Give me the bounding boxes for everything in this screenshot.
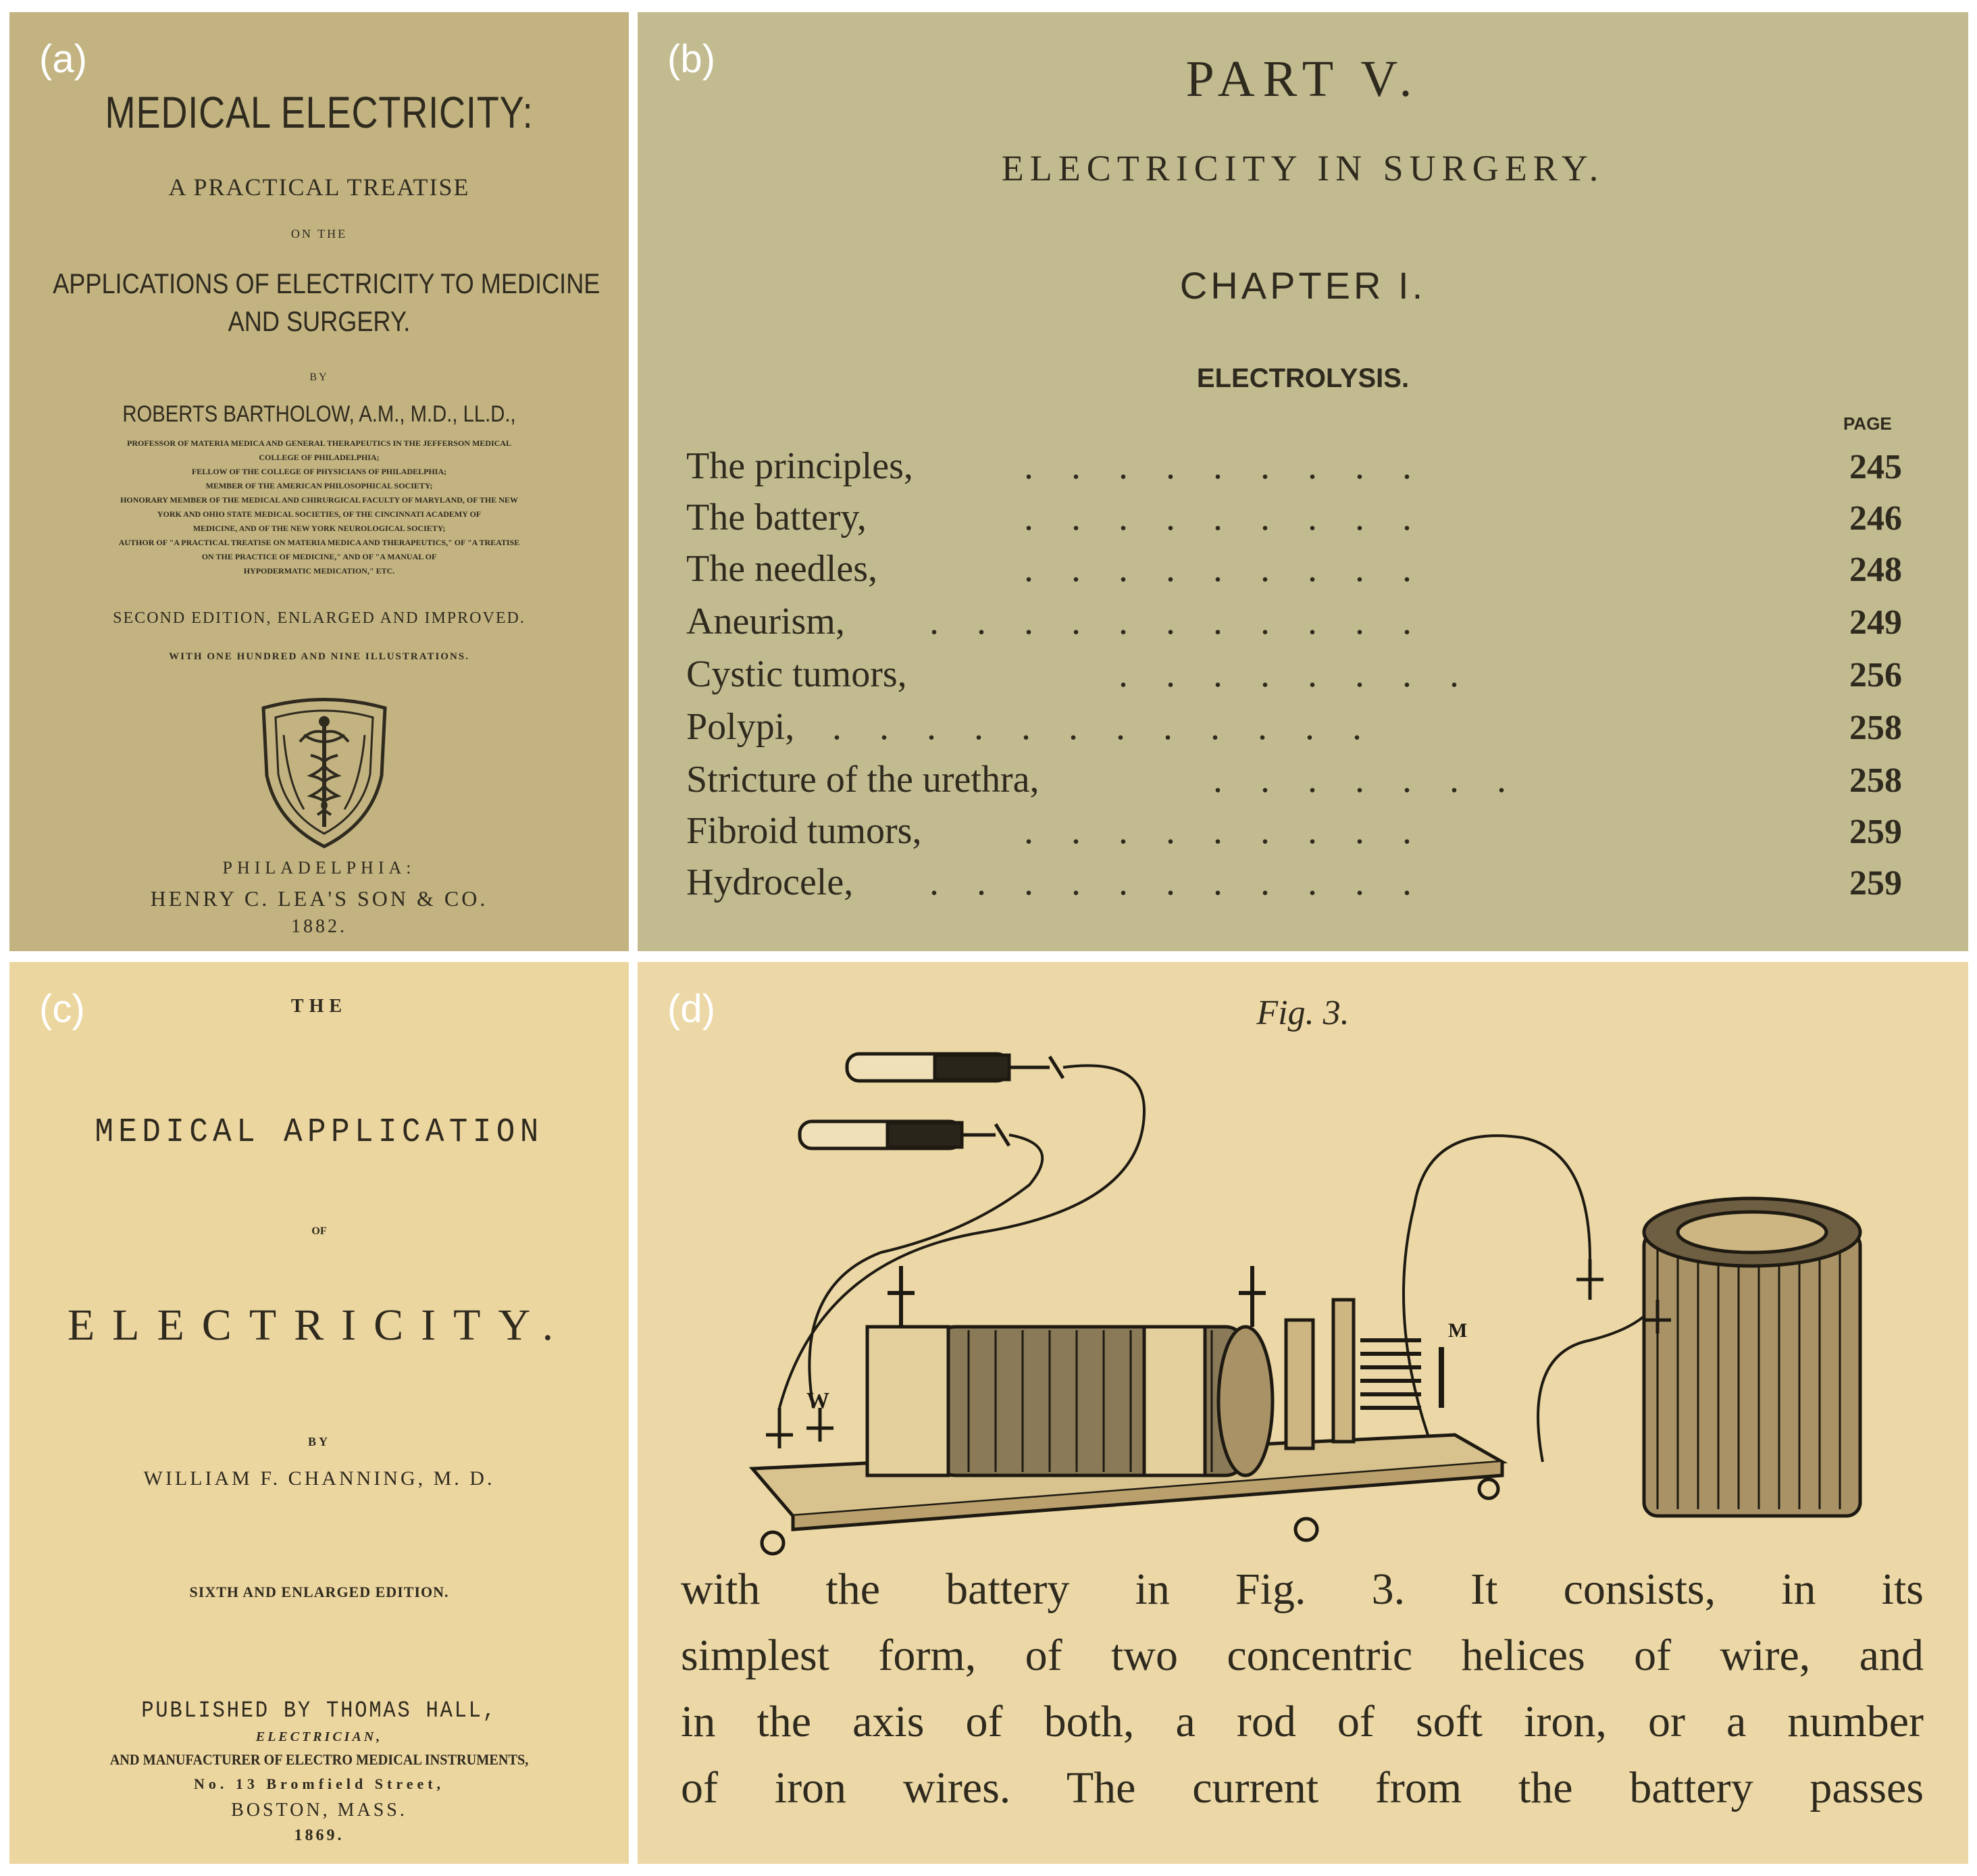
dot-leader: . . . . . . . . . <box>1024 548 1412 590</box>
contents-entry <box>686 496 1902 544</box>
entry-label: The needles, <box>686 548 877 590</box>
publisher-name: HENRY C. LEA'S SON & CO. <box>150 886 488 911</box>
label-m: M <box>1448 1319 1468 1342</box>
credential-line: AUTHOR OF "A PRACTICAL TREATISE ON MATERIA MEDICA AND THERAPEUTICS," OF "A TREATISE <box>118 538 520 547</box>
part-title: ELECTRICITY IN SURGERY. <box>1001 148 1605 188</box>
publisher-address: No. 13 Bromfield Street, <box>193 1775 445 1792</box>
label-w: W <box>806 1388 829 1413</box>
credential-line: COLLEGE OF PHILADELPHIA; <box>259 453 380 462</box>
panel-a-title-page <box>9 12 629 951</box>
author-name: WILLIAM F. CHANNING, M. D. <box>143 1467 495 1490</box>
edition-text: SECOND EDITION, ENLARGED AND IMPROVED. <box>113 609 525 627</box>
credential-line: HONORARY MEMBER OF THE MEDICAL AND CHIRURGICAL FACULTY OF MARYLAND, OF THE NEW <box>120 495 518 505</box>
entry-label: Aneurism, <box>686 601 845 642</box>
entry-label: Polypi, <box>686 706 795 748</box>
dot-leader: . . . . . . . . . <box>1024 497 1412 538</box>
of-text: OF <box>311 1225 327 1237</box>
dot-leader: . . . . . . . . . . . <box>929 861 1412 903</box>
publication-city: PHILADELPHIA: <box>222 858 416 878</box>
book-subtitle: A PRACTICAL TREATISE <box>168 174 470 201</box>
text-line: in the axis of both, a rod of soft iron, or a number <box>681 1697 1924 1746</box>
entry-label: Hydrocele, <box>686 861 854 903</box>
entry-page: 256 <box>1849 656 1902 694</box>
entry-label: Fibroid tumors, <box>686 810 922 852</box>
part-heading: PART V. <box>1185 51 1420 107</box>
book-title: MEDICAL ELECTRICITY: <box>105 87 534 137</box>
entry-page: 248 <box>1849 551 1902 589</box>
dot-leader: . . . . . . . . . . . <box>929 601 1412 642</box>
panel-b-contents-page <box>638 12 1968 951</box>
credential-line: MEMBER OF THE AMERICAN PHILOSOPHICAL SOCIETY; <box>205 481 433 490</box>
book-title-line-1: MEDICAL APPLICATION <box>95 1113 544 1152</box>
publication-year: 1869. <box>294 1827 344 1844</box>
entry-page: 258 <box>1849 761 1902 800</box>
page-column-header: PAGE <box>1843 413 1892 434</box>
text-line: simplest form, of two concentric helices of wire, and <box>681 1631 1924 1680</box>
dot-leader: . . . . . . . . . . . . <box>832 706 1362 748</box>
author-credentials <box>9 436 629 578</box>
publication-city: BOSTON, MASS. <box>231 1800 407 1821</box>
entry-label: Cystic tumors, <box>686 653 907 695</box>
the-text: THE <box>290 996 348 1017</box>
entry-label: Stricture of the urethra, <box>686 759 1039 801</box>
dot-leader: . . . . . . . <box>1213 759 1506 801</box>
entry-page: 258 <box>1849 709 1902 747</box>
panel-d-figure-page <box>638 962 1968 1864</box>
panel-d-label: (d) <box>667 987 715 1031</box>
figure-caption: Fig. 3. <box>1256 994 1350 1032</box>
contents-entry <box>686 809 1902 858</box>
by-text: BY <box>307 1435 330 1448</box>
panel-c-title-page <box>9 962 629 1864</box>
publisher-seal-icon <box>257 694 392 850</box>
text-line: of iron wires. The current from the battery passes <box>681 1763 1924 1812</box>
book-title-line-2: ELECTRICITY. <box>67 1300 571 1350</box>
publisher-name: PUBLISHED BY THOMAS HALL, <box>141 1698 497 1724</box>
on-the-text: ON THE <box>290 227 348 240</box>
panel-b-label: (b) <box>667 37 715 81</box>
credential-line: MEDICINE, AND OF THE NEW YORK NEUROLOGICAL SOCIETY; <box>192 524 446 533</box>
entry-label: The principles, <box>686 445 913 487</box>
contents-entry <box>686 547 1902 596</box>
contents-entry <box>686 705 1902 754</box>
dot-leader: . . . . . . . . <box>1119 653 1459 695</box>
entry-label: The battery, <box>686 497 867 538</box>
credential-line: HYPODERMATIC MEDICATION," ETC. <box>243 566 395 576</box>
by-text: BY <box>309 372 329 383</box>
entry-page: 259 <box>1849 813 1902 851</box>
panel-a-label: (a) <box>39 37 87 81</box>
publisher-description: AND MANUFACTURER OF ELECTRO MEDICAL INSTRUMENTS, <box>109 1751 529 1768</box>
entry-page: 246 <box>1849 499 1902 538</box>
applications-text <box>53 265 600 340</box>
entry-page: 245 <box>1849 448 1902 486</box>
chapter-heading: CHAPTER I. <box>1179 264 1427 307</box>
chapter-title: ELECTROLYSIS. <box>1196 363 1410 393</box>
illustrations-text: WITH ONE HUNDRED AND NINE ILLUSTRATIONS. <box>169 651 469 662</box>
credential-line: ON THE PRACTICE OF MEDICINE," AND OF "A MANUAL OF <box>201 552 437 561</box>
panel-c-label: (c) <box>39 987 85 1031</box>
entry-page: 259 <box>1849 864 1902 903</box>
credential-line: PROFESSOR OF MATERIA MEDICA AND GENERAL THERAPEUTICS IN THE JEFFERSON MEDICAL <box>127 438 511 448</box>
publisher-trade: ELECTRICIAN, <box>255 1729 383 1744</box>
dot-leader: . . . . . . . . . <box>1024 810 1412 852</box>
contents-entry <box>686 445 1902 493</box>
induction-coil-illustration <box>712 1030 1874 1556</box>
body-text <box>681 1556 1924 1821</box>
dot-leader: . . . . . . . . . <box>1024 445 1412 487</box>
edition-text: SIXTH AND ENLARGED EDITION. <box>189 1583 449 1600</box>
credential-line: YORK AND OHIO STATE MEDICAL SOCIETIES, OF THE CINCINNATI ACADEMY OF <box>157 509 482 519</box>
applications-line-2: AND SURGERY. <box>228 305 411 337</box>
contents-entry <box>686 653 1902 701</box>
contents-entry <box>686 758 1902 807</box>
contents-entry <box>686 861 1902 909</box>
publication-year: 1882. <box>291 916 347 937</box>
text-line: with the battery in Fig. 3. It consists, in its <box>681 1565 1924 1614</box>
entry-page: 249 <box>1849 603 1902 642</box>
contents-entry <box>686 600 1902 649</box>
credential-line: FELLOW OF THE COLLEGE OF PHYSICIANS OF PHILADELPHIA; <box>191 467 447 476</box>
author-name: ROBERTS BARTHOLOW, A.M., M.D., LL.D., <box>122 401 516 427</box>
applications-line-1: APPLICATIONS OF ELECTRICITY TO MEDICINE <box>53 268 600 299</box>
